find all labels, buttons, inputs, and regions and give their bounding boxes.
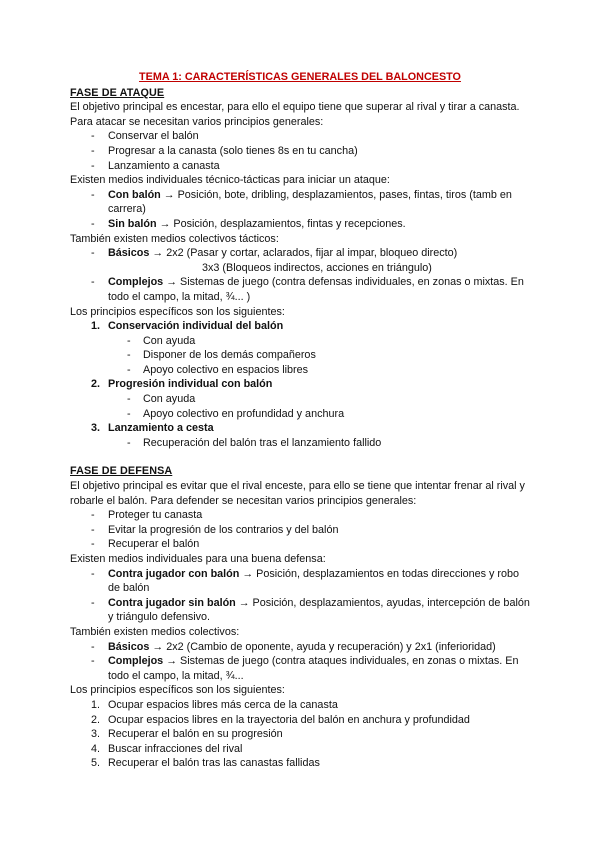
term: Contra jugador con balón xyxy=(108,567,240,580)
item-text: Buscar infracciones del rival xyxy=(108,742,243,755)
desc: → Posición, desplazamientos, fintas y recepciones. xyxy=(156,217,406,230)
item-number: 1. xyxy=(91,698,101,711)
attack-heading: FASE DE ATAQUE xyxy=(70,86,165,99)
list-item: - Con ayuda xyxy=(70,334,530,349)
desc: → 2x2 (Cambio de oponente, ayuda y recuperación) y 2x1 (inferioridad) xyxy=(149,640,496,653)
item-number: 5. xyxy=(91,757,101,770)
document-title: TEMA 1: CARACTERÍSTICAS GENERALES DEL BALONCESTO xyxy=(139,71,461,83)
attack-general-list xyxy=(70,129,530,173)
attack-specific-intro: Los principios específicos son los siguientes: xyxy=(70,305,285,318)
defense-heading: FASE DE DEFENSA xyxy=(70,465,173,478)
numbered-item xyxy=(70,421,530,450)
list-item xyxy=(70,217,530,232)
item-number: 2. xyxy=(91,378,101,391)
desc: → Posición, bote, dribling, desplazamientos, pases, fintas, tiros (tamb en carrera) xyxy=(108,188,512,216)
list-item xyxy=(70,596,530,625)
defense-collective-list xyxy=(70,640,530,684)
numbered-item xyxy=(70,698,530,713)
numbered-item xyxy=(70,727,530,742)
numbered-item xyxy=(70,756,530,771)
item-text: Ocupar espacios libres más cerca de la canasta xyxy=(108,698,338,711)
attack-individual-list xyxy=(70,188,530,232)
sub-list xyxy=(70,436,530,451)
list-item xyxy=(70,246,530,275)
list-item xyxy=(70,275,530,304)
list-item xyxy=(70,640,530,655)
numbered-item xyxy=(70,319,530,377)
list-item xyxy=(70,654,530,683)
item-number: 2. xyxy=(91,713,101,726)
defense-specific-intro: Los principios específicos son los siguientes: xyxy=(70,684,285,697)
defense-individual-list xyxy=(70,567,530,625)
item-number: 3. xyxy=(91,422,101,435)
list-item: - Disponer de los demás compañeros xyxy=(70,348,530,363)
item-text: Ocupar espacios libres en la trayectoria del balón en anchura y profundidad xyxy=(108,713,470,726)
item-number: 3. xyxy=(91,728,101,741)
desc: → 2x2 (Pasar y cortar, aclarados, fijar al impar, bloqueo directo) xyxy=(149,247,458,260)
term: Complejos xyxy=(108,655,164,668)
desc-continuation: 3x3 (Bloqueos indirectos, acciones en triángulo) xyxy=(202,261,432,274)
term: Complejos xyxy=(108,276,164,289)
list-item: - Evitar la progresión de los contrarios y del balón xyxy=(70,523,530,538)
list-item: - Con ayuda xyxy=(70,392,530,407)
attack-individual-intro: Existen medios individuales técnico-tácticas para iniciar un ataque: xyxy=(70,174,390,187)
list-item: - Apoyo colectivo en profundidad y anchura xyxy=(70,407,530,422)
list-item: - Apoyo colectivo en espacios libres xyxy=(70,363,530,378)
item-text: Recuperar el balón tras las canastas fallidas xyxy=(108,757,320,770)
list-item: - Progresar a la canasta (solo tienes 8s en tu cancha) xyxy=(70,144,530,159)
item-title: Progresión individual con balón xyxy=(108,378,273,391)
defense-intro: El objetivo principal es evitar que el rival enceste, para ello se tiene que intentar frenar al rival y robarle el balón. Para defender se necesitan varios principios generales: xyxy=(70,480,525,507)
list-item: - Proteger tu canasta xyxy=(70,508,530,523)
item-number: 4. xyxy=(91,742,101,755)
term: Con balón xyxy=(108,188,161,201)
term: Básicos xyxy=(108,640,150,653)
desc: → Sistemas de juego (contra defensas individuales, en zonas o mixtas. En todo el campo, la mitad, ¾... ) xyxy=(108,276,524,303)
sub-list xyxy=(70,334,530,378)
term: Contra jugador sin balón xyxy=(108,596,236,609)
attack-specific-list xyxy=(70,319,530,450)
desc: → Posición, desplazamientos en todas direcciones y robo de balón xyxy=(108,567,520,595)
item-title: Conservación individual del balón xyxy=(108,320,284,333)
list-item: - Conservar el balón xyxy=(70,129,530,144)
list-item xyxy=(70,567,530,596)
document-page xyxy=(70,70,530,771)
sub-list xyxy=(70,392,530,421)
attack-collective-intro: También existen medios colectivos tácticos: xyxy=(70,232,279,245)
desc: → Sistemas de juego (contra ataques individuales, en zonas o mixtas. En todo el campo, la mitad, ¾... xyxy=(108,655,519,682)
defense-general-list xyxy=(70,508,530,552)
attack-intro: El objetivo principal es encestar, para ello el equipo tiene que superar al rival y tirar a canasta. Para atacar se necesitan varios principios generales: xyxy=(70,101,520,128)
item-title: Lanzamiento a cesta xyxy=(108,422,214,435)
numbered-item xyxy=(70,377,530,421)
list-item xyxy=(70,188,530,217)
list-item: - Recuperar el balón xyxy=(70,537,530,552)
defense-specific-list xyxy=(70,698,530,771)
list-item: - Lanzamiento a canasta xyxy=(70,159,530,174)
term: Básicos xyxy=(108,247,150,260)
list-item: - Recuperación del balón tras el lanzamiento fallido xyxy=(70,436,530,451)
term: Sin balón xyxy=(108,217,157,230)
attack-collective-list xyxy=(70,246,530,304)
defense-collective-intro: También existen medios colectivos: xyxy=(70,625,240,638)
item-number: 1. xyxy=(91,320,101,333)
defense-individual-intro: Existen medios individuales para una buena defensa: xyxy=(70,553,326,565)
numbered-item xyxy=(70,742,530,757)
item-text: Recuperar el balón en su progresión xyxy=(108,728,283,741)
numbered-item xyxy=(70,713,530,728)
desc: → Posición, desplazamientos, ayudas, intercepción de balón y triángulo defensivo. xyxy=(108,596,530,624)
